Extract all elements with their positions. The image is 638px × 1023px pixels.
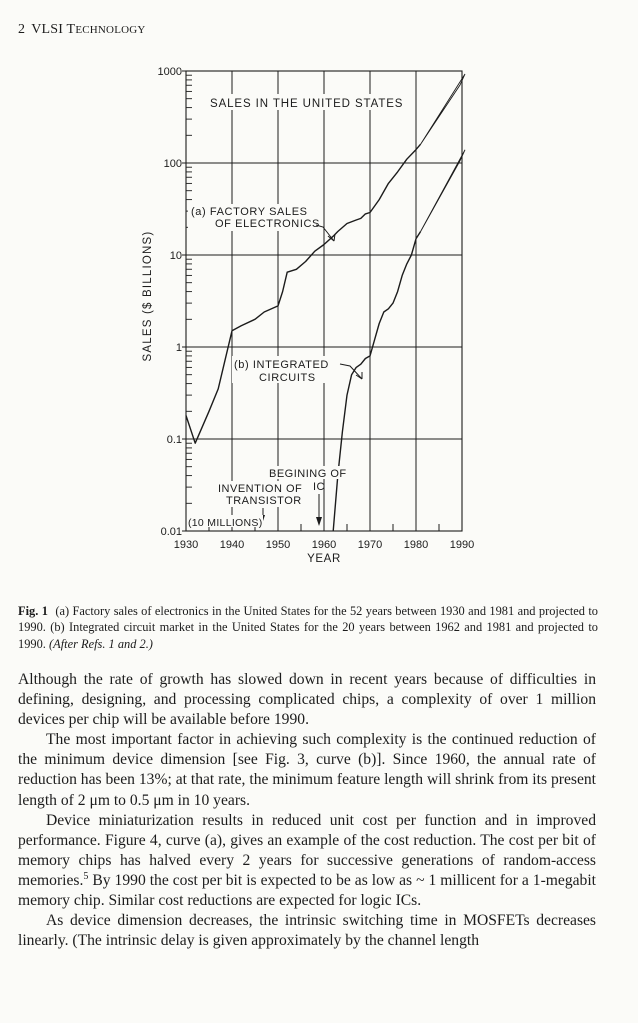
paragraph-1: Although the rate of growth has slowed down in recent years because of difficulties in defining, designing, and processing complicated chips, a complexity of over 1 million devices per chip will be available before 1990. xyxy=(18,671,596,729)
footnote-ref-5: 5 xyxy=(83,870,89,882)
ic-label-line1: BEGINING OF xyxy=(269,468,347,480)
body-text xyxy=(18,670,596,951)
projection-wedge xyxy=(421,150,465,232)
running-title: VLSI TECHNOLOGY xyxy=(31,22,146,37)
x-tick-label: 1990 xyxy=(449,539,475,551)
page-number: 2 xyxy=(18,22,26,37)
paragraph-3-part-1: Device miniaturization results in reduced unit cost per function and in improved performance. Figure 4, curve (a), gives an example of the cost reduction. The cost per bit of memory chips has halved every 2 years for successive generations of random-access memories. xyxy=(18,811,596,889)
y-tick-label: 0.1 xyxy=(166,434,182,446)
series-b-label-line2: CIRCUITS xyxy=(259,372,316,384)
transistor-label-line1: INVENTION OF xyxy=(218,483,303,495)
x-axis-title: YEAR xyxy=(307,553,341,565)
caption-text: (a) Factory sales of electronics in the United States for the 52 years between 1930 and 1981 and projected to 1990. (b) Integrated circuit market in the United States for the 20 years between 1962 and 1981 and projected to 1990. xyxy=(18,604,598,651)
x-tick-label: 1940 xyxy=(219,539,245,551)
y-tick-label: 10 xyxy=(169,250,182,262)
y-tick-label: 1 xyxy=(175,342,182,354)
y-tick-label: 100 xyxy=(163,158,182,170)
chart-grid xyxy=(186,71,462,531)
caption-label: Fig. 1 xyxy=(18,604,48,618)
x-tick-label: 1930 xyxy=(173,539,199,551)
x-tick-label: 1970 xyxy=(357,539,383,551)
ic-marker-arrow xyxy=(316,517,322,526)
caption-refs: (After Refs. 1 and 2.) xyxy=(49,636,153,651)
x-tick-label: 1960 xyxy=(311,539,337,551)
ic-label-line2: IC xyxy=(313,481,325,493)
series-b-label-line1: (b) INTEGRATED xyxy=(234,359,329,371)
paragraph-4: As device dimension decreases, the intrinsic switching time in MOSFETs decreases linearly. (The intrinsic delay is given approximately by the channel length xyxy=(18,912,596,950)
series-a-label-line1: (a) FACTORY SALES xyxy=(191,206,308,218)
y-tick-label: 1000 xyxy=(157,66,182,78)
chart-annotations xyxy=(187,94,403,529)
x-tick-label: 1980 xyxy=(403,539,429,551)
y-tick-label: 0.01 xyxy=(160,526,182,538)
projection-wedge xyxy=(421,74,465,144)
paragraph-2: The most important factor in achieving such complexity is the continued reduction of the minimum device dimension [see Fig. 3, curve (b)]. Since 1960, the annual rate of reduction has been 13%; at that rate, the minimum feature length will shrink from its present length of 2 μm to 0.5 μm in 10 years. xyxy=(18,731,596,809)
ten-millions-label: (10 MILLIONS) xyxy=(188,517,263,529)
figure-caption xyxy=(18,603,598,652)
chart-heading: SALES IN THE UNITED STATES xyxy=(210,98,404,110)
series-a-label-line2: OF ELECTRONICS xyxy=(215,218,320,230)
series-a-line xyxy=(186,144,421,443)
transistor-label-line2: TRANSISTOR xyxy=(226,495,302,507)
chart-projections xyxy=(421,74,465,232)
paragraph-3 xyxy=(18,811,596,911)
x-tick-label: 1950 xyxy=(265,539,291,551)
paragraph-3-part-2: By 1990 the cost per bit is expected to be as low as ~ 1 millicent for a 1-megabit memory chip. Similar cost reductions are expected for logic ICs. xyxy=(18,871,596,910)
series-b-line xyxy=(333,232,420,532)
y-axis-title: SALES ($ BILLIONS) xyxy=(142,230,154,362)
